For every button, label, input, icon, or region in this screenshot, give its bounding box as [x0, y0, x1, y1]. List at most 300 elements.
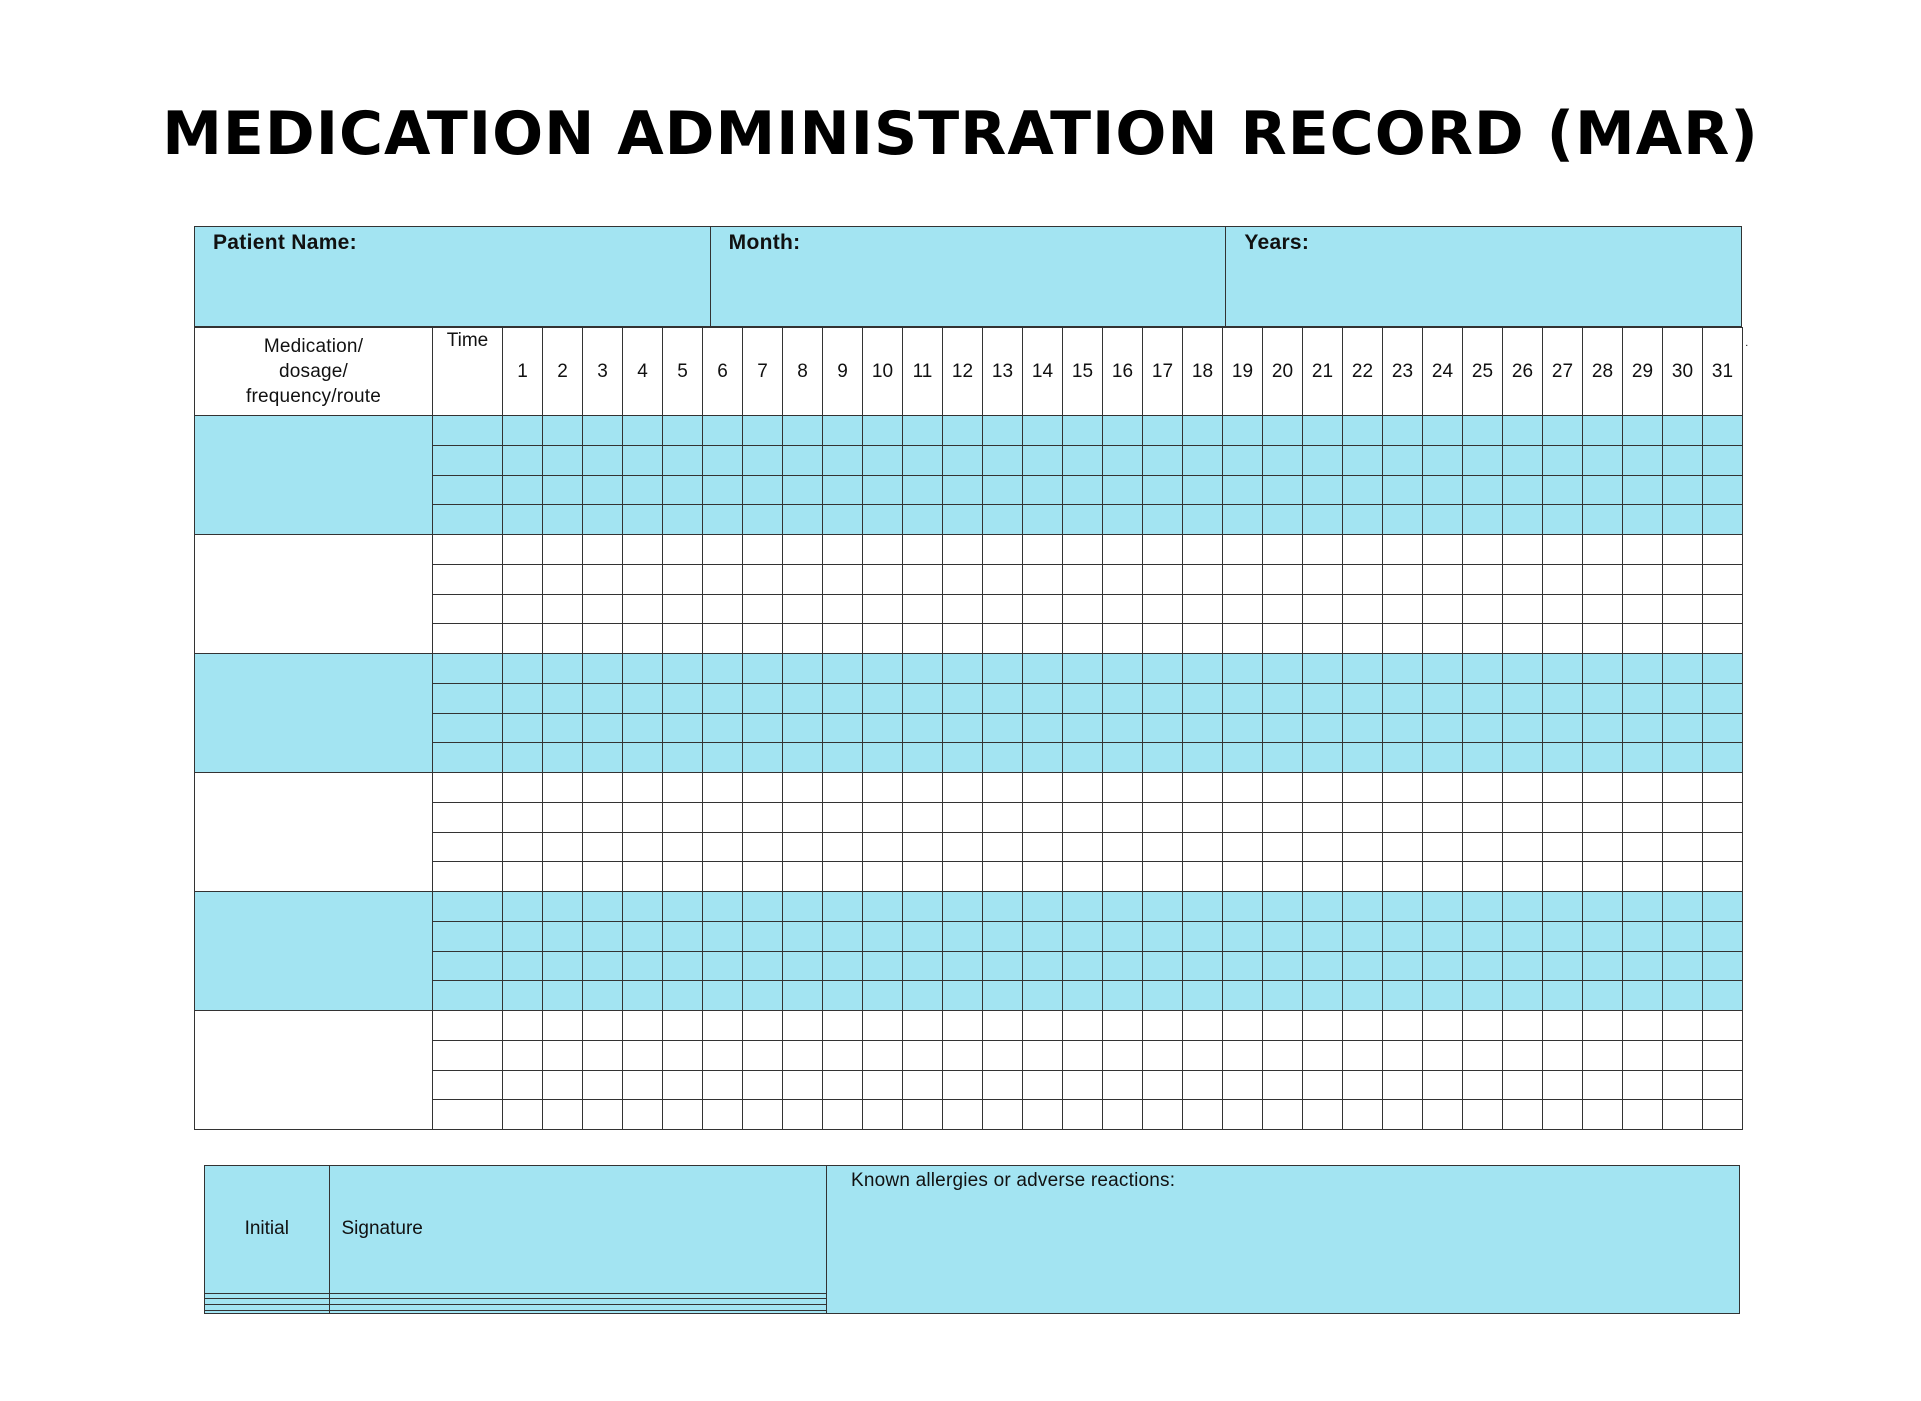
- day-cell[interactable]: [623, 802, 663, 832]
- day-cell[interactable]: [1503, 1070, 1543, 1100]
- day-cell[interactable]: [1103, 1070, 1143, 1100]
- day-cell[interactable]: [1023, 892, 1063, 922]
- day-cell[interactable]: [1343, 1011, 1383, 1041]
- day-cell[interactable]: [1583, 1070, 1623, 1100]
- day-cell[interactable]: [1663, 564, 1703, 594]
- day-cell[interactable]: [663, 654, 703, 684]
- day-cell[interactable]: [1063, 1011, 1103, 1041]
- day-cell[interactable]: [1143, 981, 1183, 1011]
- day-cell[interactable]: [1143, 564, 1183, 594]
- day-cell[interactable]: [823, 416, 863, 446]
- day-cell[interactable]: [1623, 892, 1663, 922]
- day-cell[interactable]: [943, 773, 983, 803]
- day-cell[interactable]: [943, 981, 983, 1011]
- day-cell[interactable]: [983, 624, 1023, 654]
- day-cell[interactable]: [1063, 416, 1103, 446]
- day-cell[interactable]: [703, 416, 743, 446]
- day-cell[interactable]: [823, 683, 863, 713]
- day-cell[interactable]: [943, 832, 983, 862]
- day-cell[interactable]: [583, 743, 623, 773]
- day-cell[interactable]: [623, 951, 663, 981]
- day-cell[interactable]: [1383, 981, 1423, 1011]
- day-cell[interactable]: [623, 654, 663, 684]
- day-cell[interactable]: [943, 416, 983, 446]
- day-cell[interactable]: [1263, 862, 1303, 892]
- day-cell[interactable]: [1703, 683, 1743, 713]
- day-cell[interactable]: [503, 654, 543, 684]
- day-cell[interactable]: [503, 892, 543, 922]
- day-cell[interactable]: [1103, 416, 1143, 446]
- day-cell[interactable]: [503, 445, 543, 475]
- day-cell[interactable]: [1143, 832, 1183, 862]
- day-cell[interactable]: [1303, 773, 1343, 803]
- day-cell[interactable]: [1503, 624, 1543, 654]
- day-cell[interactable]: [1383, 564, 1423, 594]
- day-cell[interactable]: [1383, 773, 1423, 803]
- day-cell[interactable]: [1623, 773, 1663, 803]
- day-cell[interactable]: [903, 802, 943, 832]
- day-cell[interactable]: [1703, 654, 1743, 684]
- day-cell[interactable]: [583, 683, 623, 713]
- day-cell[interactable]: [903, 475, 943, 505]
- day-cell[interactable]: [1103, 1100, 1143, 1130]
- day-cell[interactable]: [1343, 773, 1383, 803]
- day-cell[interactable]: [1303, 892, 1343, 922]
- day-cell[interactable]: [1423, 624, 1463, 654]
- day-cell[interactable]: [1143, 505, 1183, 535]
- day-cell[interactable]: [1063, 1100, 1103, 1130]
- day-cell[interactable]: [623, 594, 663, 624]
- day-cell[interactable]: [1583, 1100, 1623, 1130]
- day-cell[interactable]: [703, 832, 743, 862]
- day-cell[interactable]: [783, 981, 823, 1011]
- day-cell[interactable]: [823, 802, 863, 832]
- day-cell[interactable]: [1383, 416, 1423, 446]
- day-cell[interactable]: [1703, 594, 1743, 624]
- day-cell[interactable]: [1103, 654, 1143, 684]
- day-cell[interactable]: [1543, 564, 1583, 594]
- day-cell[interactable]: [1343, 981, 1383, 1011]
- day-cell[interactable]: [1663, 802, 1703, 832]
- day-cell[interactable]: [1663, 445, 1703, 475]
- day-cell[interactable]: [1383, 743, 1423, 773]
- day-cell[interactable]: [503, 743, 543, 773]
- day-cell[interactable]: [543, 594, 583, 624]
- day-cell[interactable]: [623, 445, 663, 475]
- day-cell[interactable]: [543, 832, 583, 862]
- day-cell[interactable]: [703, 505, 743, 535]
- day-cell[interactable]: [543, 802, 583, 832]
- day-cell[interactable]: [1463, 594, 1503, 624]
- day-cell[interactable]: [863, 981, 903, 1011]
- day-cell[interactable]: [1583, 564, 1623, 594]
- day-cell[interactable]: [1143, 743, 1183, 773]
- day-cell[interactable]: [1663, 416, 1703, 446]
- day-cell[interactable]: [1223, 1070, 1263, 1100]
- day-cell[interactable]: [743, 862, 783, 892]
- day-cell[interactable]: [1543, 832, 1583, 862]
- day-cell[interactable]: [823, 445, 863, 475]
- day-cell[interactable]: [1383, 535, 1423, 565]
- day-cell[interactable]: [623, 1040, 663, 1070]
- day-cell[interactable]: [1183, 921, 1223, 951]
- day-cell[interactable]: [1703, 892, 1743, 922]
- day-cell[interactable]: [1023, 773, 1063, 803]
- time-cell[interactable]: [433, 743, 503, 773]
- day-cell[interactable]: [943, 1100, 983, 1130]
- day-cell[interactable]: [1423, 564, 1463, 594]
- allergies-field[interactable]: [827, 1166, 1739, 1313]
- day-cell[interactable]: [663, 981, 703, 1011]
- day-cell[interactable]: [863, 683, 903, 713]
- day-cell[interactable]: [663, 743, 703, 773]
- day-cell[interactable]: [1183, 683, 1223, 713]
- day-cell[interactable]: [623, 921, 663, 951]
- day-cell[interactable]: [1183, 535, 1223, 565]
- day-cell[interactable]: [1303, 1011, 1343, 1041]
- day-cell[interactable]: [583, 535, 623, 565]
- day-cell[interactable]: [663, 892, 703, 922]
- day-cell[interactable]: [1063, 921, 1103, 951]
- day-cell[interactable]: [503, 594, 543, 624]
- day-cell[interactable]: [1343, 535, 1383, 565]
- day-cell[interactable]: [1303, 535, 1343, 565]
- day-cell[interactable]: [1023, 981, 1063, 1011]
- day-cell[interactable]: [1383, 951, 1423, 981]
- day-cell[interactable]: [1383, 713, 1423, 743]
- day-cell[interactable]: [583, 713, 623, 743]
- day-cell[interactable]: [1263, 683, 1303, 713]
- time-cell[interactable]: [433, 535, 503, 565]
- day-cell[interactable]: [1023, 505, 1063, 535]
- day-cell[interactable]: [1543, 921, 1583, 951]
- day-cell[interactable]: [1623, 594, 1663, 624]
- day-cell[interactable]: [1383, 683, 1423, 713]
- day-cell[interactable]: [1583, 713, 1623, 743]
- day-cell[interactable]: [1263, 1070, 1303, 1100]
- day-cell[interactable]: [1383, 1011, 1423, 1041]
- day-cell[interactable]: [1303, 654, 1343, 684]
- day-cell[interactable]: [1503, 802, 1543, 832]
- day-cell[interactable]: [823, 862, 863, 892]
- day-cell[interactable]: [783, 594, 823, 624]
- day-cell[interactable]: [1423, 505, 1463, 535]
- day-cell[interactable]: [1463, 921, 1503, 951]
- day-cell[interactable]: [583, 981, 623, 1011]
- day-cell[interactable]: [1663, 713, 1703, 743]
- day-cell[interactable]: [1023, 802, 1063, 832]
- day-cell[interactable]: [1143, 1011, 1183, 1041]
- day-cell[interactable]: [703, 1070, 743, 1100]
- initial-cell[interactable]: [205, 1310, 329, 1313]
- day-cell[interactable]: [503, 921, 543, 951]
- day-cell[interactable]: [1103, 802, 1143, 832]
- day-cell[interactable]: [863, 1100, 903, 1130]
- day-cell[interactable]: [1223, 713, 1263, 743]
- day-cell[interactable]: [1223, 773, 1263, 803]
- day-cell[interactable]: [1343, 1100, 1383, 1130]
- time-cell[interactable]: [433, 654, 503, 684]
- day-cell[interactable]: [1263, 535, 1303, 565]
- day-cell[interactable]: [543, 951, 583, 981]
- day-cell[interactable]: [703, 1100, 743, 1130]
- time-cell[interactable]: [433, 505, 503, 535]
- day-cell[interactable]: [1623, 416, 1663, 446]
- day-cell[interactable]: [1463, 416, 1503, 446]
- day-cell[interactable]: [1063, 683, 1103, 713]
- day-cell[interactable]: [983, 832, 1023, 862]
- day-cell[interactable]: [983, 921, 1023, 951]
- day-cell[interactable]: [783, 921, 823, 951]
- day-cell[interactable]: [663, 832, 703, 862]
- time-cell[interactable]: [433, 1011, 503, 1041]
- day-cell[interactable]: [1463, 654, 1503, 684]
- day-cell[interactable]: [1223, 445, 1263, 475]
- day-cell[interactable]: [823, 713, 863, 743]
- day-cell[interactable]: [1303, 416, 1343, 446]
- day-cell[interactable]: [1183, 1070, 1223, 1100]
- day-cell[interactable]: [943, 475, 983, 505]
- day-cell[interactable]: [1623, 475, 1663, 505]
- day-cell[interactable]: [1343, 505, 1383, 535]
- day-cell[interactable]: [1103, 535, 1143, 565]
- day-cell[interactable]: [1703, 416, 1743, 446]
- day-cell[interactable]: [903, 892, 943, 922]
- day-cell[interactable]: [1183, 773, 1223, 803]
- day-cell[interactable]: [1263, 981, 1303, 1011]
- day-cell[interactable]: [1543, 1100, 1583, 1130]
- day-cell[interactable]: [543, 564, 583, 594]
- time-cell[interactable]: [433, 594, 503, 624]
- day-cell[interactable]: [903, 773, 943, 803]
- day-cell[interactable]: [1663, 654, 1703, 684]
- day-cell[interactable]: [663, 862, 703, 892]
- day-cell[interactable]: [1703, 951, 1743, 981]
- day-cell[interactable]: [1343, 683, 1383, 713]
- day-cell[interactable]: [1663, 1011, 1703, 1041]
- medication-cell[interactable]: [195, 535, 433, 654]
- medication-cell[interactable]: [195, 773, 433, 892]
- day-cell[interactable]: [1063, 713, 1103, 743]
- day-cell[interactable]: [1663, 505, 1703, 535]
- day-cell[interactable]: [1583, 683, 1623, 713]
- day-cell[interactable]: [743, 624, 783, 654]
- day-cell[interactable]: [583, 654, 623, 684]
- day-cell[interactable]: [1103, 505, 1143, 535]
- day-cell[interactable]: [1703, 1011, 1743, 1041]
- day-cell[interactable]: [1103, 1011, 1143, 1041]
- day-cell[interactable]: [1703, 1100, 1743, 1130]
- day-cell[interactable]: [1143, 802, 1183, 832]
- day-cell[interactable]: [1223, 564, 1263, 594]
- day-cell[interactable]: [503, 951, 543, 981]
- day-cell[interactable]: [783, 535, 823, 565]
- day-cell[interactable]: [1623, 683, 1663, 713]
- day-cell[interactable]: [1343, 416, 1383, 446]
- day-cell[interactable]: [1663, 862, 1703, 892]
- time-cell[interactable]: [433, 1070, 503, 1100]
- day-cell[interactable]: [1063, 951, 1103, 981]
- day-cell[interactable]: [663, 505, 703, 535]
- day-cell[interactable]: [1303, 1100, 1343, 1130]
- day-cell[interactable]: [863, 624, 903, 654]
- day-cell[interactable]: [1623, 921, 1663, 951]
- day-cell[interactable]: [783, 564, 823, 594]
- day-cell[interactable]: [743, 743, 783, 773]
- day-cell[interactable]: [1583, 832, 1623, 862]
- day-cell[interactable]: [1383, 892, 1423, 922]
- day-cell[interactable]: [1063, 564, 1103, 594]
- day-cell[interactable]: [1343, 802, 1383, 832]
- day-cell[interactable]: [1143, 445, 1183, 475]
- day-cell[interactable]: [1023, 832, 1063, 862]
- day-cell[interactable]: [1383, 594, 1423, 624]
- day-cell[interactable]: [1023, 862, 1063, 892]
- day-cell[interactable]: [1263, 773, 1303, 803]
- day-cell[interactable]: [1463, 832, 1503, 862]
- day-cell[interactable]: [1543, 1011, 1583, 1041]
- day-cell[interactable]: [1183, 743, 1223, 773]
- day-cell[interactable]: [1423, 683, 1463, 713]
- day-cell[interactable]: [1263, 1011, 1303, 1041]
- day-cell[interactable]: [1023, 564, 1063, 594]
- day-cell[interactable]: [1303, 594, 1343, 624]
- day-cell[interactable]: [1423, 951, 1463, 981]
- day-cell[interactable]: [1463, 505, 1503, 535]
- day-cell[interactable]: [543, 892, 583, 922]
- day-cell[interactable]: [983, 892, 1023, 922]
- day-cell[interactable]: [1063, 624, 1103, 654]
- day-cell[interactable]: [583, 416, 623, 446]
- day-cell[interactable]: [543, 624, 583, 654]
- day-cell[interactable]: [1023, 951, 1063, 981]
- day-cell[interactable]: [1423, 862, 1463, 892]
- day-cell[interactable]: [623, 892, 663, 922]
- day-cell[interactable]: [1343, 654, 1383, 684]
- day-cell[interactable]: [703, 564, 743, 594]
- day-cell[interactable]: [903, 951, 943, 981]
- day-cell[interactable]: [1303, 951, 1343, 981]
- day-cell[interactable]: [583, 773, 623, 803]
- day-cell[interactable]: [543, 1040, 583, 1070]
- time-cell[interactable]: [433, 921, 503, 951]
- day-cell[interactable]: [1223, 683, 1263, 713]
- day-cell[interactable]: [663, 1100, 703, 1130]
- day-cell[interactable]: [703, 743, 743, 773]
- day-cell[interactable]: [1423, 921, 1463, 951]
- day-cell[interactable]: [543, 1100, 583, 1130]
- day-cell[interactable]: [1063, 594, 1103, 624]
- day-cell[interactable]: [1223, 832, 1263, 862]
- day-cell[interactable]: [983, 594, 1023, 624]
- day-cell[interactable]: [1303, 475, 1343, 505]
- day-cell[interactable]: [1183, 713, 1223, 743]
- day-cell[interactable]: [1183, 654, 1223, 684]
- day-cell[interactable]: [983, 1070, 1023, 1100]
- day-cell[interactable]: [1703, 981, 1743, 1011]
- day-cell[interactable]: [863, 564, 903, 594]
- day-cell[interactable]: [863, 505, 903, 535]
- day-cell[interactable]: [1263, 1040, 1303, 1070]
- day-cell[interactable]: [863, 773, 903, 803]
- day-cell[interactable]: [623, 624, 663, 654]
- day-cell[interactable]: [1303, 1040, 1343, 1070]
- day-cell[interactable]: [503, 624, 543, 654]
- day-cell[interactable]: [1063, 654, 1103, 684]
- day-cell[interactable]: [543, 475, 583, 505]
- day-cell[interactable]: [1303, 921, 1343, 951]
- day-cell[interactable]: [983, 1040, 1023, 1070]
- day-cell[interactable]: [1543, 892, 1583, 922]
- day-cell[interactable]: [1223, 624, 1263, 654]
- day-cell[interactable]: [903, 921, 943, 951]
- day-cell[interactable]: [1543, 594, 1583, 624]
- day-cell[interactable]: [863, 743, 903, 773]
- day-cell[interactable]: [663, 535, 703, 565]
- day-cell[interactable]: [1223, 743, 1263, 773]
- day-cell[interactable]: [1183, 981, 1223, 1011]
- day-cell[interactable]: [983, 951, 1023, 981]
- day-cell[interactable]: [1663, 981, 1703, 1011]
- day-cell[interactable]: [1063, 773, 1103, 803]
- day-cell[interactable]: [1383, 802, 1423, 832]
- day-cell[interactable]: [503, 1070, 543, 1100]
- day-cell[interactable]: [1103, 892, 1143, 922]
- day-cell[interactable]: [1263, 654, 1303, 684]
- day-cell[interactable]: [1463, 1011, 1503, 1041]
- day-cell[interactable]: [943, 892, 983, 922]
- day-cell[interactable]: [1543, 773, 1583, 803]
- day-cell[interactable]: [1103, 683, 1143, 713]
- day-cell[interactable]: [983, 475, 1023, 505]
- day-cell[interactable]: [983, 445, 1023, 475]
- day-cell[interactable]: [1263, 416, 1303, 446]
- day-cell[interactable]: [1343, 921, 1383, 951]
- day-cell[interactable]: [863, 535, 903, 565]
- day-cell[interactable]: [623, 1011, 663, 1041]
- day-cell[interactable]: [743, 1100, 783, 1130]
- day-cell[interactable]: [543, 1070, 583, 1100]
- day-cell[interactable]: [1143, 624, 1183, 654]
- day-cell[interactable]: [1183, 594, 1223, 624]
- day-cell[interactable]: [1703, 832, 1743, 862]
- day-cell[interactable]: [543, 862, 583, 892]
- day-cell[interactable]: [903, 1070, 943, 1100]
- day-cell[interactable]: [583, 1011, 623, 1041]
- day-cell[interactable]: [783, 475, 823, 505]
- day-cell[interactable]: [1503, 594, 1543, 624]
- day-cell[interactable]: [1263, 505, 1303, 535]
- day-cell[interactable]: [743, 1070, 783, 1100]
- day-cell[interactable]: [1423, 802, 1463, 832]
- day-cell[interactable]: [903, 416, 943, 446]
- day-cell[interactable]: [1063, 981, 1103, 1011]
- day-cell[interactable]: [663, 624, 703, 654]
- day-cell[interactable]: [783, 1070, 823, 1100]
- day-cell[interactable]: [943, 445, 983, 475]
- day-cell[interactable]: [1383, 1070, 1423, 1100]
- day-cell[interactable]: [1303, 981, 1343, 1011]
- day-cell[interactable]: [743, 713, 783, 743]
- day-cell[interactable]: [1183, 445, 1223, 475]
- day-cell[interactable]: [983, 862, 1023, 892]
- day-cell[interactable]: [583, 505, 623, 535]
- day-cell[interactable]: [1143, 654, 1183, 684]
- day-cell[interactable]: [1063, 892, 1103, 922]
- time-cell[interactable]: [433, 416, 503, 446]
- day-cell[interactable]: [1183, 624, 1223, 654]
- day-cell[interactable]: [1703, 475, 1743, 505]
